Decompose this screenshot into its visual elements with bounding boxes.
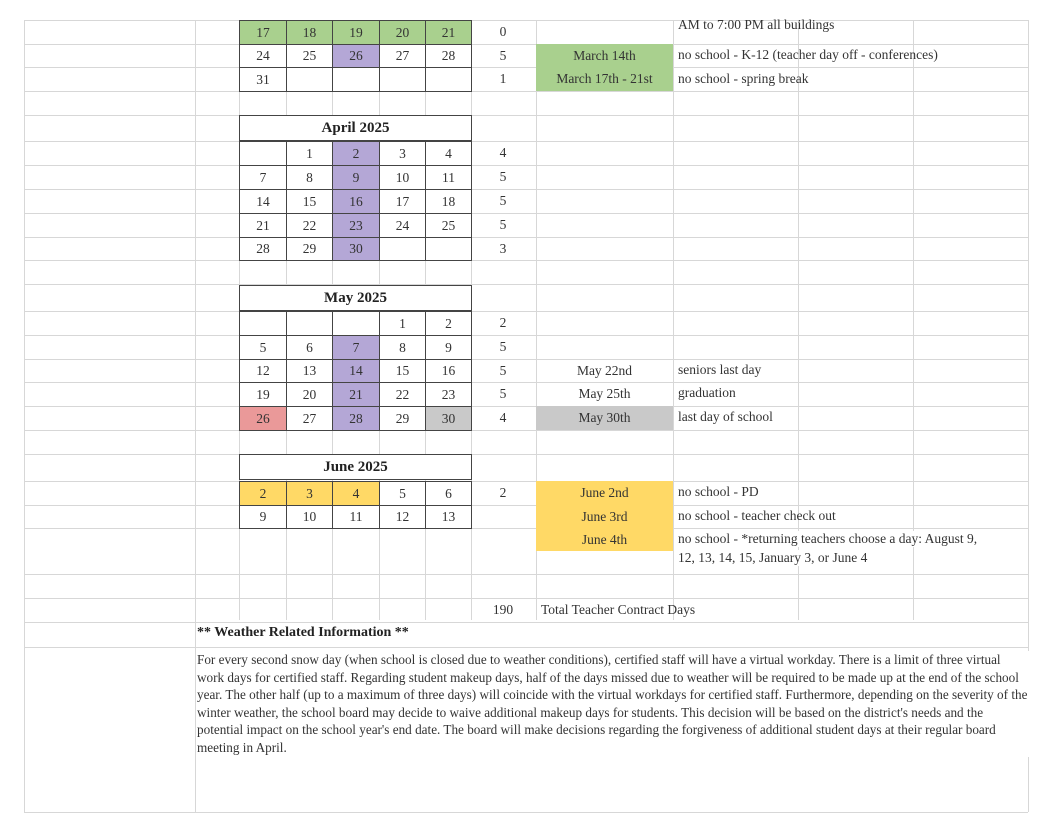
march-day-cell: 21 xyxy=(425,20,472,45)
grid-line xyxy=(24,20,25,812)
may-week-count: 5 xyxy=(499,363,507,378)
april-week-count: 5 xyxy=(499,217,507,232)
event-description: graduation xyxy=(678,385,736,400)
may-day-cell xyxy=(286,311,333,336)
april-day-cell: 30 xyxy=(332,237,380,261)
grid-line xyxy=(24,528,1028,529)
april-week-count: 4 xyxy=(499,145,507,160)
march-day-cell: 24 xyxy=(239,44,287,68)
may-day-cell: 30 xyxy=(425,406,472,431)
grid-line xyxy=(798,20,799,620)
grid-line xyxy=(24,20,1028,21)
grid-line xyxy=(913,20,914,620)
april-day-cell: 25 xyxy=(425,213,472,238)
april-week-count: 5 xyxy=(499,193,507,208)
event-description: AM to 7:00 PM all buildings xyxy=(678,17,835,32)
weather-paragraph: For every second snow day (when school is closed due to weather conditions), certified staff will have a virtual workday. There is a limit of three virtual work days for certified staff. Regarding student makeup days, half of the days missed due to weather will be required to be made up at the end of the school year. The other half (up to a maximum of three days) will coincide with the virtual workdays for certified staff. Furthermore, depending on the severity of the winter weather, the school board may decide to waive additional makeup days for students. This decision will be based on the district's needs and the potential impact on the school year's end date. The board will make decisions regarding the forgiveness of additional student days at their regular board meeting in April. xyxy=(197,652,1028,755)
june-day-cell: 5 xyxy=(379,481,426,506)
june-day-cell: 13 xyxy=(425,505,472,529)
grid-line xyxy=(24,189,1028,190)
march-day-cell: 20 xyxy=(379,20,426,45)
event-description: no school - *returning teachers choose a day: August 9, xyxy=(678,531,981,547)
grid-line xyxy=(24,260,1028,261)
march-week-count: 1 xyxy=(499,71,507,86)
grid-line xyxy=(24,237,1028,238)
march-day-cell xyxy=(379,67,426,92)
event-description: last day of school xyxy=(678,409,773,424)
april-day-cell: 8 xyxy=(286,165,333,190)
may-week-count: 4 xyxy=(499,410,507,425)
march-week-count: 0 xyxy=(499,24,507,39)
april-day-cell: 11 xyxy=(425,165,472,190)
may-day-cell: 28 xyxy=(332,406,380,431)
march-day-cell: 17 xyxy=(239,20,287,45)
weather-heading: ** Weather Related Information ** xyxy=(197,625,409,640)
april-week-count: 3 xyxy=(499,241,507,256)
march-day-cell xyxy=(286,67,333,92)
april-day-cell: 4 xyxy=(425,141,472,166)
grid-line xyxy=(24,67,1028,68)
may-day-cell: 20 xyxy=(286,382,333,407)
may-day-cell: 29 xyxy=(379,406,426,431)
may-week-count: 2 xyxy=(499,315,507,330)
event-date: March 17th - 21st xyxy=(536,67,673,91)
event-description: no school - teacher check out xyxy=(678,508,836,523)
april-day-cell: 14 xyxy=(239,189,287,214)
april-day-cell xyxy=(425,237,472,261)
june-day-cell: 6 xyxy=(425,481,472,506)
april-day-cell xyxy=(379,237,426,261)
event-description: no school - K-12 (teacher day off - conferences) xyxy=(678,47,938,62)
may-day-cell: 9 xyxy=(425,335,472,360)
april-day-cell: 18 xyxy=(425,189,472,214)
grid-line xyxy=(24,454,1028,455)
event-date: March 14th xyxy=(536,44,673,67)
event-description: no school - PD xyxy=(678,484,759,499)
may-day-cell xyxy=(239,311,287,336)
may-day-cell: 7 xyxy=(332,335,380,360)
grid-line xyxy=(24,406,1028,407)
event-description: no school - spring break xyxy=(678,71,809,86)
grid-line xyxy=(24,141,1028,142)
april-day-cell xyxy=(239,141,287,166)
may-day-cell: 8 xyxy=(379,335,426,360)
grid-line xyxy=(24,91,1028,92)
june-day-cell: 9 xyxy=(239,505,287,529)
grid-line xyxy=(24,430,1028,431)
june-day-cell: 4 xyxy=(332,481,380,506)
march-day-cell: 27 xyxy=(379,44,426,68)
june-title: June 2025 xyxy=(239,454,472,480)
grid-line xyxy=(195,20,196,812)
may-day-cell: 22 xyxy=(379,382,426,407)
march-day-cell: 26 xyxy=(332,44,380,68)
grid-line xyxy=(24,359,1028,360)
may-week-count: 5 xyxy=(499,386,507,401)
june-day-cell: 12 xyxy=(379,505,426,529)
event-description: seniors last day xyxy=(678,362,762,377)
march-week-count: 5 xyxy=(499,48,507,63)
april-day-cell: 16 xyxy=(332,189,380,214)
may-day-cell: 2 xyxy=(425,311,472,336)
grid-line xyxy=(24,165,1028,166)
event-date: May 22nd xyxy=(576,362,633,378)
april-day-cell: 15 xyxy=(286,189,333,214)
may-week-count: 5 xyxy=(499,339,507,354)
april-day-cell: 28 xyxy=(239,237,287,261)
grid-line xyxy=(24,311,1028,312)
april-week-count: 5 xyxy=(499,169,507,184)
june-day-cell: 10 xyxy=(286,505,333,529)
april-day-cell: 1 xyxy=(286,141,333,166)
event-date: June 3rd xyxy=(536,505,673,528)
march-day-cell xyxy=(425,67,472,92)
may-title: May 2025 xyxy=(239,285,472,311)
grid-line xyxy=(24,622,1028,623)
grid-line xyxy=(24,598,1028,599)
april-day-cell: 3 xyxy=(379,141,426,166)
june-day-cell: 11 xyxy=(332,505,380,529)
april-day-cell: 21 xyxy=(239,213,287,238)
may-day-cell: 27 xyxy=(286,406,333,431)
may-day-cell: 13 xyxy=(286,359,333,383)
april-day-cell: 22 xyxy=(286,213,333,238)
grid-line xyxy=(24,812,1028,813)
april-day-cell: 17 xyxy=(379,189,426,214)
april-day-cell: 24 xyxy=(379,213,426,238)
may-day-cell: 15 xyxy=(379,359,426,383)
april-day-cell: 10 xyxy=(379,165,426,190)
grid-line xyxy=(24,647,1028,648)
may-day-cell: 23 xyxy=(425,382,472,407)
march-day-cell: 18 xyxy=(286,20,333,45)
grid-line xyxy=(24,213,1028,214)
may-day-cell: 6 xyxy=(286,335,333,360)
may-day-cell: 26 xyxy=(239,406,287,431)
may-day-cell: 21 xyxy=(332,382,380,407)
march-day-cell: 28 xyxy=(425,44,472,68)
grid-line xyxy=(24,335,1028,336)
grid-line xyxy=(24,44,1028,45)
event-date: June 4th xyxy=(536,528,673,551)
may-day-cell: 5 xyxy=(239,335,287,360)
may-day-cell: 16 xyxy=(425,359,472,383)
event-description: 12, 13, 14, 15, January 3, or June 4 xyxy=(678,550,868,565)
grid-line xyxy=(24,382,1028,383)
grid-line xyxy=(24,115,1028,116)
event-date: May 25th xyxy=(578,386,631,401)
june-week-count: 2 xyxy=(499,485,507,500)
grid-line xyxy=(673,20,674,620)
may-day-cell: 12 xyxy=(239,359,287,383)
march-day-cell: 25 xyxy=(286,44,333,68)
april-title: April 2025 xyxy=(239,115,472,141)
may-day-cell: 19 xyxy=(239,382,287,407)
grid-line xyxy=(24,505,1028,506)
april-day-cell: 23 xyxy=(332,213,380,238)
march-day-cell xyxy=(332,67,380,92)
grid-line xyxy=(24,481,1028,482)
june-day-cell: 3 xyxy=(286,481,333,506)
total-days-label: Total Teacher Contract Days xyxy=(541,602,696,617)
grid-line xyxy=(24,574,1028,575)
total-days-value: 190 xyxy=(492,602,514,617)
march-day-cell: 31 xyxy=(239,67,287,92)
june-day-cell: 2 xyxy=(239,481,287,506)
may-day-cell xyxy=(332,311,380,336)
march-day-cell: 19 xyxy=(332,20,380,45)
april-day-cell: 2 xyxy=(332,141,380,166)
may-day-cell: 14 xyxy=(332,359,380,383)
april-day-cell: 29 xyxy=(286,237,333,261)
april-day-cell: 9 xyxy=(332,165,380,190)
may-day-cell: 1 xyxy=(379,311,426,336)
grid-line xyxy=(24,284,1028,285)
event-date: May 30th xyxy=(536,406,673,430)
april-day-cell: 7 xyxy=(239,165,287,190)
event-date: June 2nd xyxy=(536,481,673,505)
